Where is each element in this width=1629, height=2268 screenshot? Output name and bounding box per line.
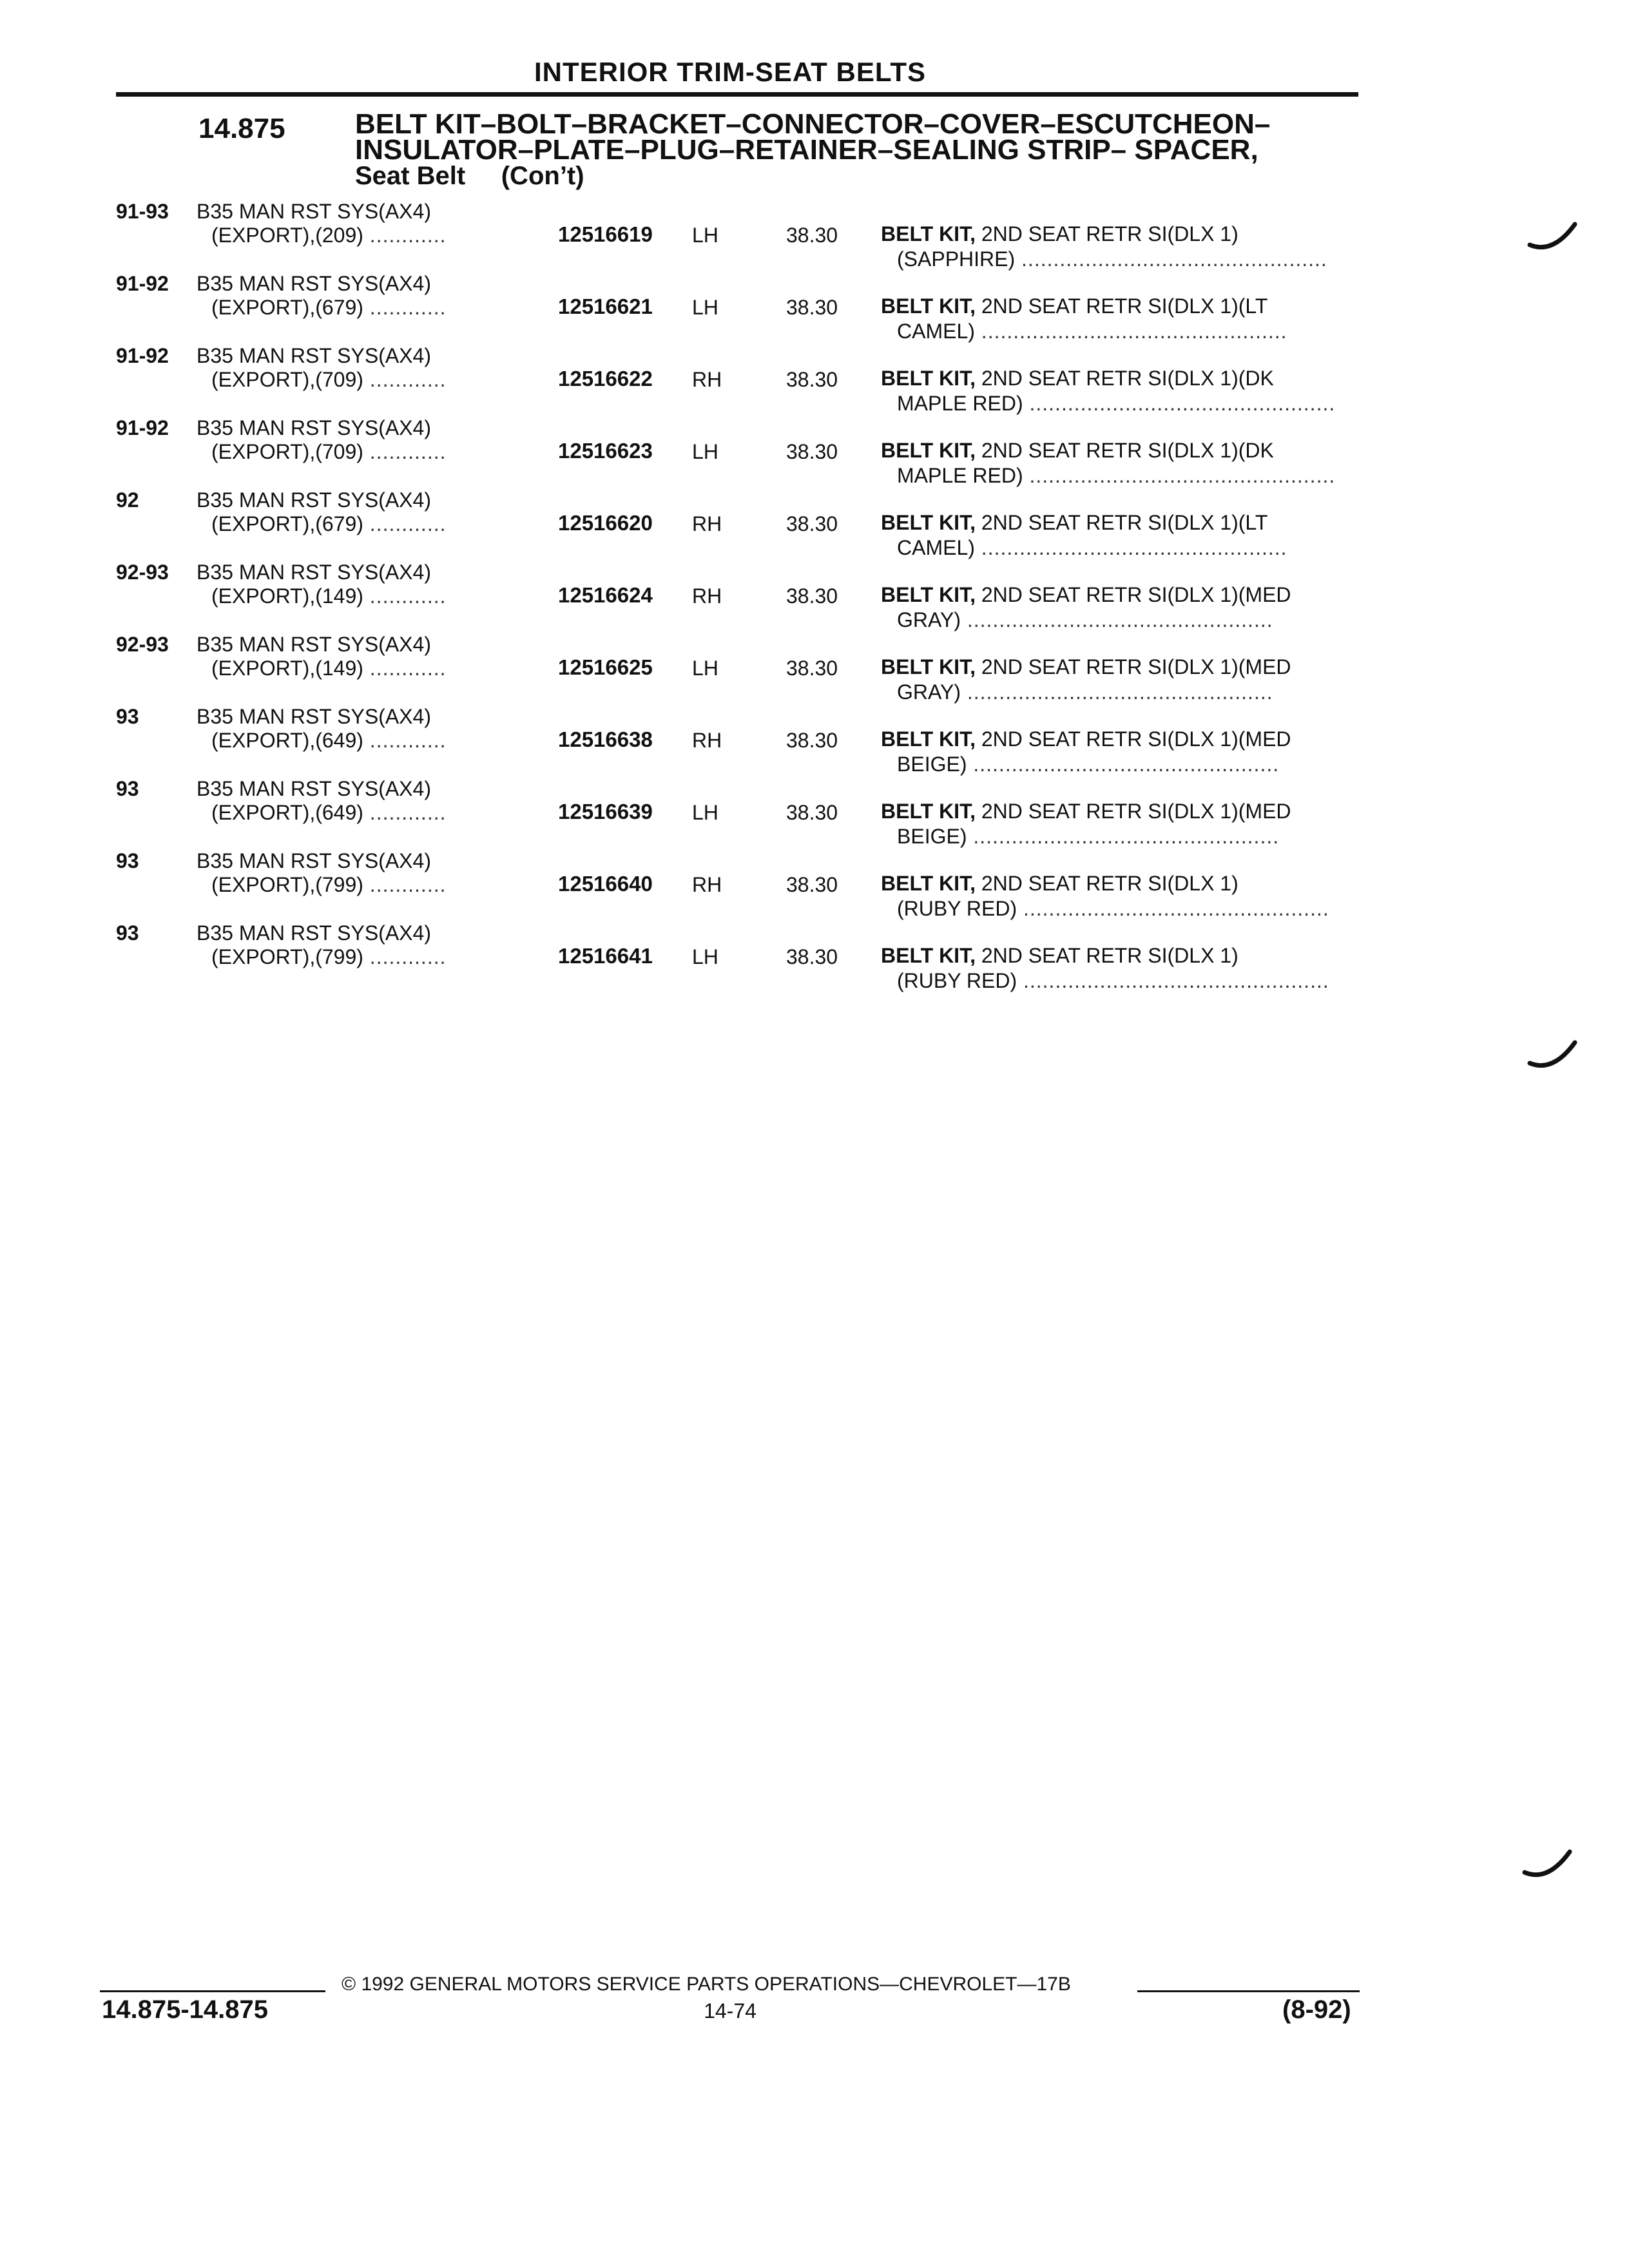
entry-description-line-2 [211, 440, 446, 464]
leader-dots: ............ [363, 801, 447, 824]
entry-part-name [881, 294, 1268, 318]
leader-dots: ................................................ [967, 753, 1280, 776]
entry-export-code: (EXPORT),(709) [211, 368, 363, 391]
footer-rule-right [1137, 1990, 1360, 1992]
footer-section-range: 14.875-14.875 [102, 1995, 269, 2024]
entry-part-number: 12516625 [558, 655, 653, 679]
entry-part-number: 12516638 [558, 727, 653, 751]
entry-price: 38.30 [786, 945, 838, 968]
entry-part-name-bold: BELT KIT, [881, 294, 976, 318]
table-row [0, 702, 1629, 774]
leader-dots: ................................................ [1023, 464, 1336, 487]
entry-years: 92-93 [116, 561, 169, 584]
entry-description-line-2 [211, 368, 446, 392]
entry-description: B35 MAN RST SYS(AX4) [197, 344, 431, 367]
entry-years: 93 [116, 777, 139, 800]
leader-dots: ............ [363, 368, 447, 391]
entry-part-name-rest: 2ND SEAT RETR SI(DLX 1)(MED [975, 583, 1291, 606]
entry-years: 92 [116, 488, 139, 512]
table-row [0, 341, 1629, 413]
entry-years: 93 [116, 921, 139, 945]
entry-description: B35 MAN RST SYS(AX4) [197, 561, 431, 584]
footer-rule-left [100, 1990, 325, 1992]
entry-part-name-line-2 [897, 608, 1353, 632]
leader-dots: ................................................ [1015, 247, 1327, 271]
leader-dots: ................................................ [974, 320, 1287, 343]
entry-export-code: (EXPORT),(679) [211, 512, 363, 535]
entry-part-name [881, 944, 1239, 968]
entry-part-name [881, 872, 1239, 896]
entry-color: CAMEL) [897, 320, 975, 343]
entry-side: LH [692, 224, 718, 247]
entry-part-name-bold: BELT KIT, [881, 367, 976, 390]
entry-part-name-line-2 [897, 464, 1353, 488]
entry-export-code: (EXPORT),(149) [211, 584, 363, 608]
entry-price: 38.30 [786, 368, 838, 391]
leader-dots: ................................................ [967, 825, 1280, 848]
entry-description: B35 MAN RST SYS(AX4) [197, 633, 431, 656]
entry-description-line-2 [211, 584, 446, 608]
table-row [0, 846, 1629, 918]
entry-part-number: 12516624 [558, 583, 653, 607]
parts-list [0, 197, 1629, 990]
entry-side: RH [692, 368, 722, 391]
section-title-line-3: Seat Belt (Con’t) [355, 162, 584, 190]
table-row [0, 774, 1629, 846]
entry-color: CAMEL) [897, 536, 975, 559]
entry-price: 38.30 [786, 801, 838, 824]
section-title-line-1: BELT KIT–BOLT–BRACKET–CONNECTOR–COVER–ESCUTCHEON– [355, 108, 1271, 140]
entry-side: RH [692, 873, 722, 896]
entry-price: 38.30 [786, 512, 838, 535]
entry-part-name-rest: 2ND SEAT RETR SI(DLX 1)(LT [975, 294, 1268, 318]
entry-part-name-line-2 [897, 680, 1353, 704]
entry-part-number: 12516639 [558, 800, 653, 823]
footer-copyright: © 1992 GENERAL MOTORS SERVICE PARTS OPERATIONS—CHEVROLET—17B [342, 1974, 1071, 1995]
entry-part-name-line-2 [897, 536, 1353, 560]
entry-years: 91-92 [116, 344, 169, 367]
entry-part-name-line-2 [897, 897, 1353, 921]
entry-side: LH [692, 657, 718, 680]
entry-description: B35 MAN RST SYS(AX4) [197, 777, 431, 800]
leader-dots: ............ [363, 657, 447, 680]
table-row [0, 269, 1629, 341]
entry-years: 91-92 [116, 272, 169, 295]
entry-description: B35 MAN RST SYS(AX4) [197, 200, 431, 223]
entry-part-name-bold: BELT KIT, [881, 800, 976, 823]
entry-description-line-2 [211, 224, 446, 247]
entry-part-name [881, 222, 1239, 246]
leader-dots: ............ [363, 873, 447, 896]
entry-part-name-rest: 2ND SEAT RETR SI(DLX 1)(MED [975, 800, 1291, 823]
entry-part-name-rest: 2ND SEAT RETR SI(DLX 1)(LT [975, 511, 1268, 534]
entry-part-name [881, 800, 1291, 823]
entry-side: RH [692, 512, 722, 535]
section-title [355, 108, 1271, 190]
entry-part-name [881, 655, 1291, 679]
entry-part-name-bold: BELT KIT, [881, 727, 976, 751]
entry-description-line-2 [211, 945, 446, 969]
entry-part-name-rest: 2ND SEAT RETR SI(DLX 1)(DK [975, 439, 1274, 462]
entry-part-name-bold: BELT KIT, [881, 222, 976, 245]
leader-dots: ............ [363, 729, 447, 752]
entry-price: 38.30 [786, 729, 838, 752]
entry-side: LH [692, 945, 718, 968]
leader-dots: ............ [363, 945, 447, 968]
entry-part-name-line-2 [897, 825, 1353, 849]
entry-color: GRAY) [897, 608, 961, 631]
entry-description: B35 MAN RST SYS(AX4) [197, 272, 431, 295]
entry-part-name-rest: 2ND SEAT RETR SI(DLX 1)(MED [975, 727, 1291, 751]
entry-description-line-2 [211, 801, 446, 825]
leader-dots: ................................................ [974, 536, 1287, 559]
entry-description: B35 MAN RST SYS(AX4) [197, 416, 431, 439]
table-row [0, 413, 1629, 485]
leader-dots: ................................................ [1023, 392, 1336, 415]
entry-part-number: 12516640 [558, 872, 653, 896]
entry-description: B35 MAN RST SYS(AX4) [197, 488, 431, 512]
section-number: 14.875 [198, 113, 285, 144]
entry-export-code: (EXPORT),(799) [211, 945, 363, 968]
leader-dots: ................................................ [960, 608, 1273, 631]
footer-date-code: (8-92) [1282, 1995, 1351, 2024]
entry-part-number: 12516621 [558, 294, 653, 318]
leader-dots: ............ [363, 584, 447, 608]
entry-side: RH [692, 584, 722, 608]
entry-part-number: 12516620 [558, 511, 653, 535]
entry-part-number: 12516622 [558, 367, 653, 390]
entry-description-line-2 [211, 873, 446, 897]
entry-part-name-line-2 [897, 969, 1353, 993]
entry-side: LH [692, 296, 718, 319]
entry-part-number: 12516641 [558, 944, 653, 968]
entry-price: 38.30 [786, 440, 838, 463]
entry-part-name-bold: BELT KIT, [881, 439, 976, 462]
entry-description: B35 MAN RST SYS(AX4) [197, 705, 431, 728]
entry-years: 93 [116, 849, 139, 872]
entry-price: 38.30 [786, 873, 838, 896]
leader-dots: ............ [363, 512, 447, 535]
entry-years: 92-93 [116, 633, 169, 656]
entry-color: BEIGE) [897, 825, 967, 848]
entry-years: 91-93 [116, 200, 169, 223]
entry-export-code: (EXPORT),(149) [211, 657, 363, 680]
leader-dots: ................................................ [1017, 897, 1329, 920]
entry-part-name-line-2 [897, 753, 1353, 776]
entry-export-code: (EXPORT),(649) [211, 729, 363, 752]
entry-export-code: (EXPORT),(799) [211, 873, 363, 896]
entry-export-code: (EXPORT),(649) [211, 801, 363, 824]
entry-part-name-bold: BELT KIT, [881, 583, 976, 606]
entry-years: 93 [116, 705, 139, 728]
entry-part-number: 12516623 [558, 439, 653, 463]
entry-color: (RUBY RED) [897, 897, 1017, 920]
entry-color: MAPLE RED) [897, 392, 1023, 415]
entry-price: 38.30 [786, 584, 838, 608]
entry-years: 91-92 [116, 416, 169, 439]
entry-part-name-line-2 [897, 320, 1353, 343]
entry-price: 38.30 [786, 296, 838, 319]
entry-export-code: (EXPORT),(209) [211, 224, 363, 247]
table-row [0, 197, 1629, 269]
entry-color: (SAPPHIRE) [897, 247, 1016, 271]
leader-dots: ............ [363, 224, 447, 247]
entry-part-name [881, 367, 1274, 390]
entry-color: BEIGE) [897, 753, 967, 776]
entry-part-name-rest: 2ND SEAT RETR SI(DLX 1) [975, 222, 1239, 245]
entry-price: 38.30 [786, 224, 838, 247]
entry-description-line-2 [211, 512, 446, 536]
leader-dots: ................................................ [1017, 969, 1329, 992]
table-row [0, 485, 1629, 557]
page-header-title: INTERIOR TRIM-SEAT BELTS [534, 57, 927, 87]
entry-price: 38.30 [786, 657, 838, 680]
binder-tick-mark-icon [1527, 1037, 1579, 1076]
leader-dots: ............ [363, 440, 447, 463]
entry-part-name-rest: 2ND SEAT RETR SI(DLX 1)(MED [975, 655, 1291, 678]
entry-export-code: (EXPORT),(709) [211, 440, 363, 463]
entry-color: (RUBY RED) [897, 969, 1017, 992]
entry-color: MAPLE RED) [897, 464, 1023, 487]
entry-part-name-bold: BELT KIT, [881, 944, 976, 967]
entry-part-name [881, 727, 1291, 751]
entry-description-line-2 [211, 657, 446, 680]
entry-part-name-rest: 2ND SEAT RETR SI(DLX 1)(DK [975, 367, 1274, 390]
entry-part-name-bold: BELT KIT, [881, 655, 976, 678]
table-row [0, 918, 1629, 990]
entry-description-line-2 [211, 296, 446, 320]
entry-part-name [881, 583, 1291, 607]
header-rule [116, 92, 1358, 97]
leader-dots: ............ [363, 296, 447, 319]
binder-tick-mark-icon [1522, 1847, 1574, 1885]
leader-dots: ................................................ [960, 680, 1273, 704]
section-title-line-2: INSULATOR–PLATE–PLUG–RETAINER–SEALING STRIP– SPACER, [355, 134, 1258, 166]
entry-part-name-line-2 [897, 247, 1353, 271]
entry-side: LH [692, 440, 718, 463]
entry-part-name-rest: 2ND SEAT RETR SI(DLX 1) [975, 944, 1239, 967]
entry-part-name-rest: 2ND SEAT RETR SI(DLX 1) [975, 872, 1239, 895]
entry-part-name [881, 439, 1274, 463]
entry-side: LH [692, 801, 718, 824]
entry-description-line-2 [211, 729, 446, 753]
entry-description: B35 MAN RST SYS(AX4) [197, 849, 431, 872]
entry-part-name-bold: BELT KIT, [881, 872, 976, 895]
entry-part-name [881, 511, 1268, 535]
table-row [0, 557, 1629, 629]
footer-page-number: 14-74 [704, 1999, 757, 2023]
entry-color: GRAY) [897, 680, 961, 704]
entry-part-name-line-2 [897, 392, 1353, 416]
entry-side: RH [692, 729, 722, 752]
binder-tick-mark-icon [1527, 219, 1579, 258]
entry-export-code: (EXPORT),(679) [211, 296, 363, 319]
entry-part-number: 12516619 [558, 222, 653, 246]
entry-description: B35 MAN RST SYS(AX4) [197, 921, 431, 945]
table-row [0, 629, 1629, 702]
entry-part-name-bold: BELT KIT, [881, 511, 976, 534]
